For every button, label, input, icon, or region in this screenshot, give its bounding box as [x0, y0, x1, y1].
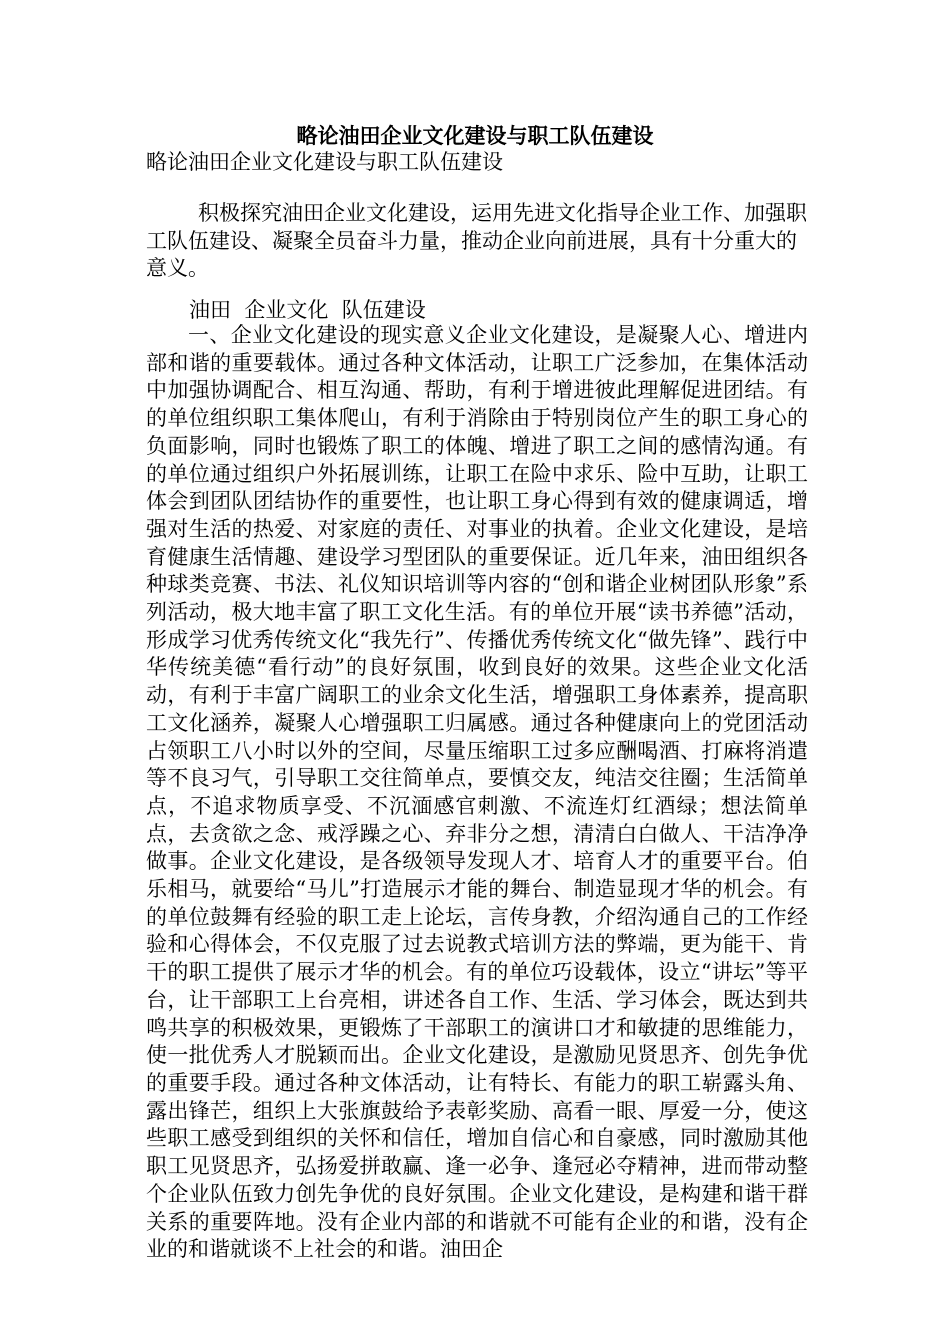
document-title: 略论油田企业文化建设与职工队伍建设	[296, 123, 654, 148]
keywords-line: 油田 企业文化 队伍建设	[189, 298, 426, 322]
body-paragraph: 一、企业文化建设的现实意义企业文化建设，是凝聚人心、增进内部和谐的重要载体。通过各种文体活动，让职工广泛参加，在集体活动中加强协调配合、相互沟通、帮助，有利于增进彼此理解促进团结。有的单位组织职工集体爬山，有利于消除由于特别岗位产生的职工身心的负面影响，同时也锻炼了职工的体魄、增进了职工之间的感情沟通。有的单位通过组织户外拓展训练，让职工在险中求乐、险中互助，让职工体会到团队团结协作的重要性，也让职工身心得到有效的健康调适，增强对生活的热爱、对家庭的责任、对事业的执着。企业文化建设，是培育健康生活情趣、建设学习型团队的重要保证。近几年来，油田组织各种球类竞赛、书法、礼仪知识培训等内容的“创和谐企业树团队形象”系列活动，极大地丰富了职工文化生活。有的单位开展“读书养德”活动，形成学习优秀传统文化“我先行”、传播优秀传统文化“做先锋”、践行中华传统美德“看行动”的良好氛围，收到良好的效果。这些企业文化活动，有利于丰富广阔职工的业余文化生活，增强职工身体素养，提高职工文化涵养，凝聚人心增强职工归属感。通过各种健康向上的党团活动占领职工八小时以外的空间，尽量压缩职工过多应酬喝酒、打麻将消遣等不良习气，引导职工交往简单点，要慎交友，纯洁交往圈；生活简单点，不追求物质享受、不沉湎感官刺激、不流连灯红酒绿；想法简单点，去贪欲之念、戒浮躁之心、弃非分之想，清清白白做人、干洁净净做事。企业文化建设，是各级领导发现人才、培育人才的重要平台。伯乐相马，就要给“马儿”打造展示才能的舞台、制造显现才华的机会。有的单位鼓舞有经验的职工走上论坛，言传身教，介绍沟通自己的工作经验和心得体会，不仅克服了过去说教式培训方法的弊端，更为能干、肯干的职工提供了展示才华的机会。有的单位巧设载体，设立“讲坛”等平台，让干部职工上台亮相，讲述各自工作、生活、学习体会，既达到共鸣共享的积极效果，更锻炼了干部职工的演讲口才和敏捷的思维能力，使一批优秀人才脱颖而出。企业文化建设，是激励见贤思齐、创先争优的重要手段。通过各种文体活动，让有特长、有能力的职工崭露头角、露出锋芒，组织上大张旗鼓给予表彰奖励、高看一眼、厚爱一分，使这些职工感受到组织的关怀和信任，增加自信心和自豪感，同时激励其他职工见贤思齐，弘扬爱拼敢赢、逢一必争、逢冠必夺精神，进而带动整个企业队伍致力创先争优的良好氛围。企业文化建设，是构建和谐干群关系的重要阵地。没有企业内部的和谐就不可能有企业的和谐，没有企业的和谐就谈不上社会的和谐。油田企	[146, 323, 808, 1262]
document-subtitle: 略论油田企业文化建设与职工队伍建设	[146, 150, 503, 174]
abstract-paragraph: 积极探究油田企业文化建设，运用先进文化指导企业工作、加强职工队伍建设、凝聚全员奋斗力量，推动企业向前进展，具有十分重大的意义。	[146, 201, 807, 280]
